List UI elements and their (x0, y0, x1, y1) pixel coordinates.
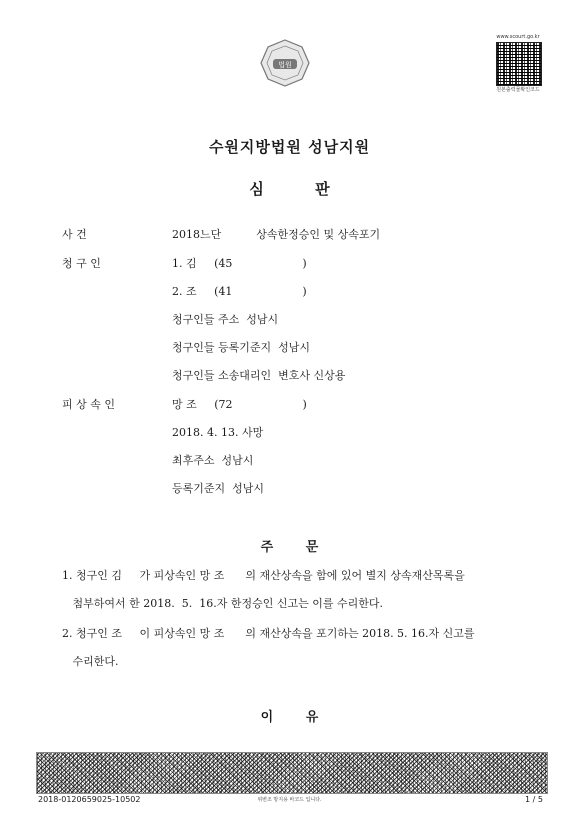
qr-url: www.scourt.go.kr (496, 34, 540, 40)
document-title: 심 판 (249, 180, 330, 198)
barcode-notice: 위변조 방지용 바코드 입니다. (257, 797, 322, 803)
decedent-last-address: 최후주소 성남시 (172, 454, 254, 467)
order-item-2-line-1: 2. 청구인 조 이 피상속인 망 조 의 재산상속을 포기하는 2018. 5. 16.자 신고를 (62, 627, 475, 640)
order-item-1-line-1: 1. 청구인 김 가 피상속인 망 조 의 재산상속을 함에 있어 별지 상속재산목록을 (62, 569, 465, 582)
order-item-1-line-2: 첨부하여서 한 2018. 5. 16.자 한정승인 신고는 이를 수리한다. (62, 597, 383, 610)
decedent-death: 2018. 4. 13. 사망 (172, 426, 264, 439)
claimant-registry: 청구인들 등록기준지 성남시 (172, 341, 311, 354)
qr-caption: 원본출력물확인코드 (496, 87, 540, 93)
court-seal-icon (256, 38, 314, 88)
decedent-label: 피 상 속 인 (62, 398, 115, 411)
decedent-name: 망 조 (72 ) (172, 398, 307, 411)
claimant-1: 1. 김 (45 ) (172, 257, 307, 270)
claimant-2: 2. 조 (41 ) (172, 285, 307, 298)
document-number: 2018-0120659025-10502 (38, 795, 141, 804)
case-label: 사 건 (62, 228, 87, 241)
order-heading: 주 문 (260, 540, 319, 555)
order-item-2-line-2: 수리한다. (62, 655, 119, 668)
court-name: 수원지방법원 성남지원 (208, 138, 371, 156)
seal-text: 법원 (278, 61, 292, 69)
page-number: 1 / 5 (525, 795, 543, 804)
claimant-address: 청구인들 주소 성남시 (172, 313, 279, 326)
claimant-label: 청 구 인 (62, 257, 101, 270)
case-value: 2018느단 상속한정승인 및 상속포기 (172, 228, 381, 241)
claimant-attorney: 청구인들 소송대리인 변호사 신상용 (172, 369, 346, 382)
anti-forgery-barcode (36, 752, 548, 794)
verification-qr-code (496, 42, 542, 86)
reason-heading: 이 유 (260, 710, 319, 725)
decedent-registry: 등록기준지 성남시 (172, 482, 265, 495)
